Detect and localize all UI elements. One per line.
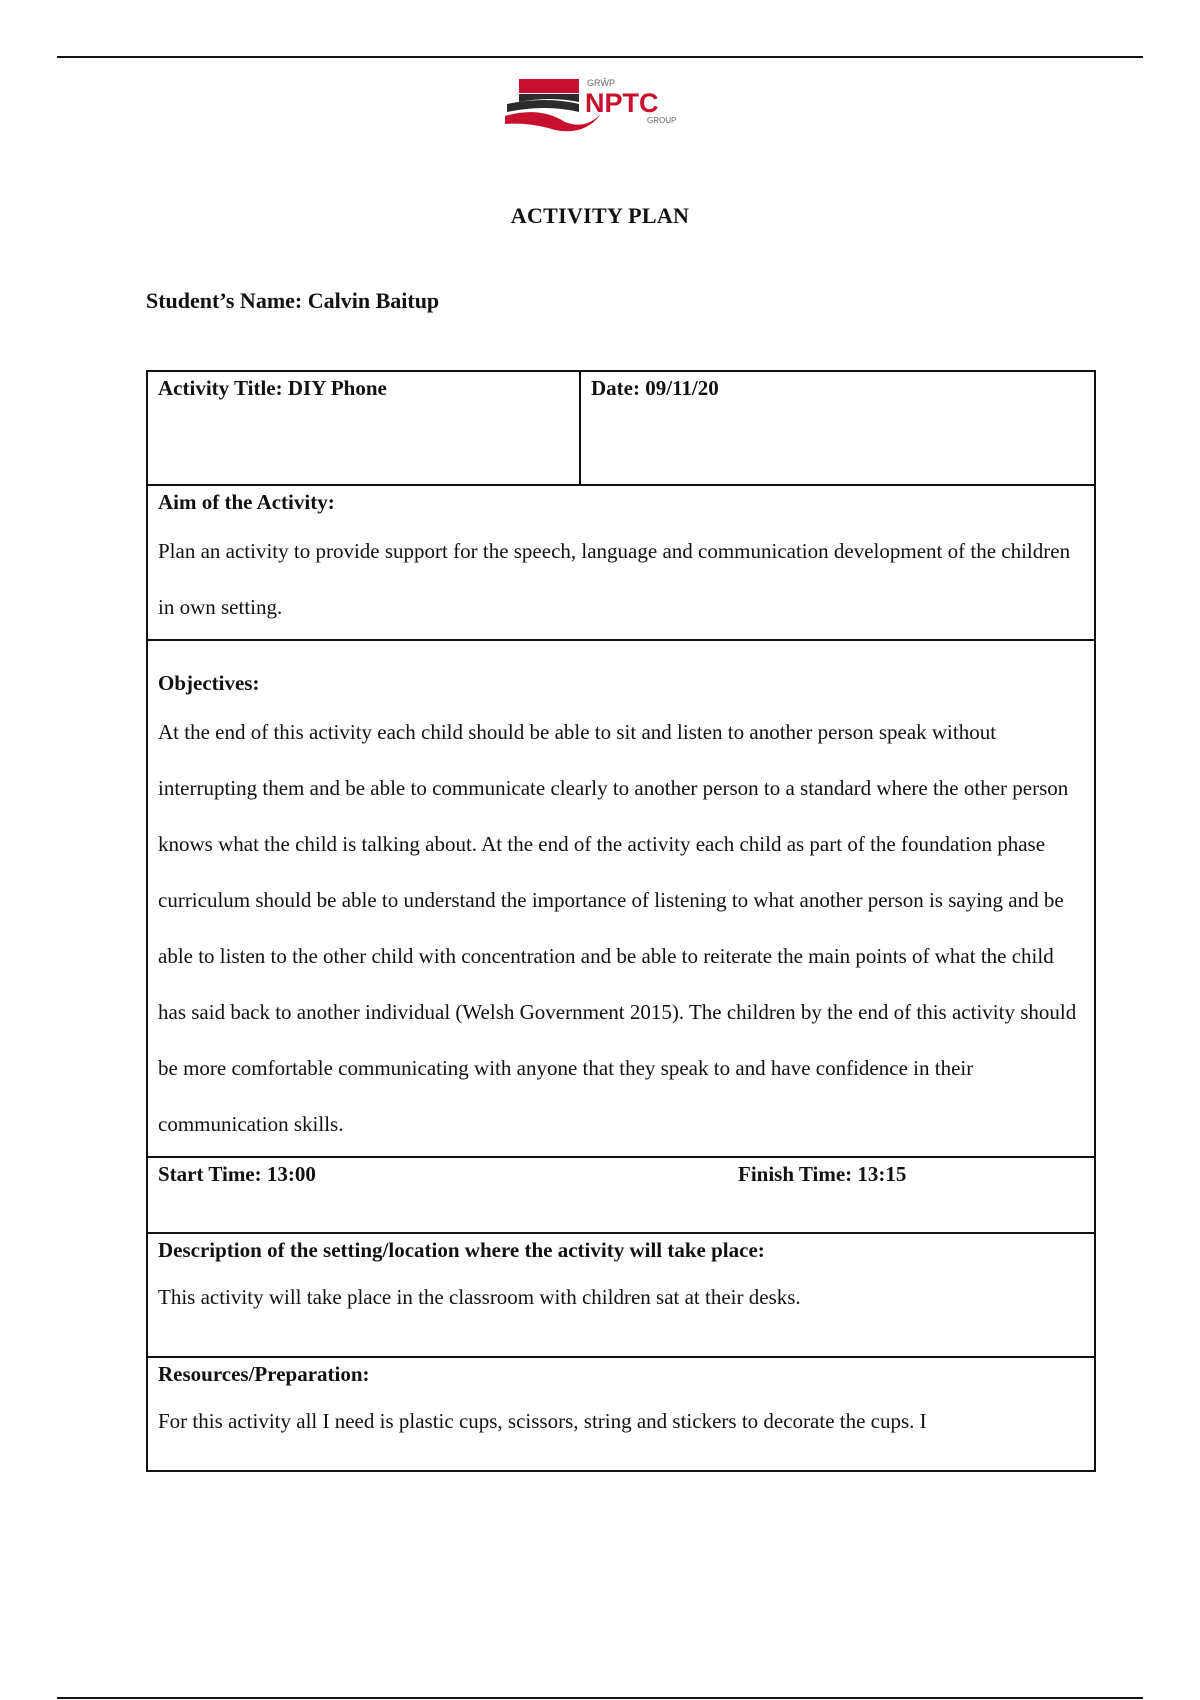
activity-title-cell [147,371,580,485]
aim-label: Aim of the Activity: [158,490,335,514]
objectives-cell [147,640,1095,1157]
logo-main-text: NPTC [585,88,659,118]
resources-label: Resources/Preparation: [158,1362,370,1386]
activity-plan-table [146,370,1096,1472]
table-row [147,1233,1095,1357]
date-cell [580,371,1095,485]
finish-time [738,1162,906,1187]
start-time-value: 13:00 [266,1162,316,1186]
objectives-label: Objectives: [158,671,260,695]
start-time-label: Start Time: [158,1162,262,1186]
student-name-line [146,288,439,314]
table-row [147,1357,1095,1471]
student-name-label: Student’s Name: [146,288,303,313]
activity-title-label: Activity Title: [158,376,283,400]
description-cell [147,1233,1095,1357]
aim-cell [147,485,1095,640]
logo-bottom-text: GROUP [647,116,677,125]
resources-cell [147,1357,1095,1471]
date-value: 09/11/20 [645,376,719,400]
objectives-text: At the end of this activity each child should be able to sit and listen to another person speak without interrupting them and be able to communicate clearly to another person to a standard where the other person knows what the child is talking about. At the end of the activity each child as part of the foundation phase curriculum should be able to understand the importance of listening to what another person is saying and be able to listen to the other child with concentration and be able to reiterate the main points of what the child has said back to another individual (Welsh Government 2015). The children by the end of this activity should be more comfortable communicating with anyone that they speak to and have confidence in their communication skills. [158,720,1077,1136]
activity-title-value: DIY Phone [287,376,387,400]
nptc-logo [505,74,705,134]
description-text: This activity will take place in the classroom with children sat at their desks. [158,1285,801,1309]
finish-time-value: 13:15 [857,1162,907,1186]
finish-time-label: Finish Time: [738,1162,853,1186]
table-row [147,485,1095,640]
student-name-value: Calvin Baitup [307,288,440,313]
date-label: Date: [591,376,640,400]
aim-text: Plan an activity to provide support for the speech, language and communication development of the children in own setting. [158,539,1071,619]
description-label: Description of the setting/location where the activity will take place: [158,1238,765,1262]
table-row [147,371,1095,485]
logo-top-text: GRŴP [587,78,615,88]
table-row [147,1157,1095,1233]
times-cell [147,1157,1095,1233]
table-row [147,640,1095,1157]
header-rule [57,56,1143,58]
resources-text: For this activity all I need is plastic cups, scissors, string and stickers to decorate the cups. I [158,1409,927,1433]
footer-rule [57,1697,1143,1699]
document-title: ACTIVITY PLAN [510,203,690,228]
